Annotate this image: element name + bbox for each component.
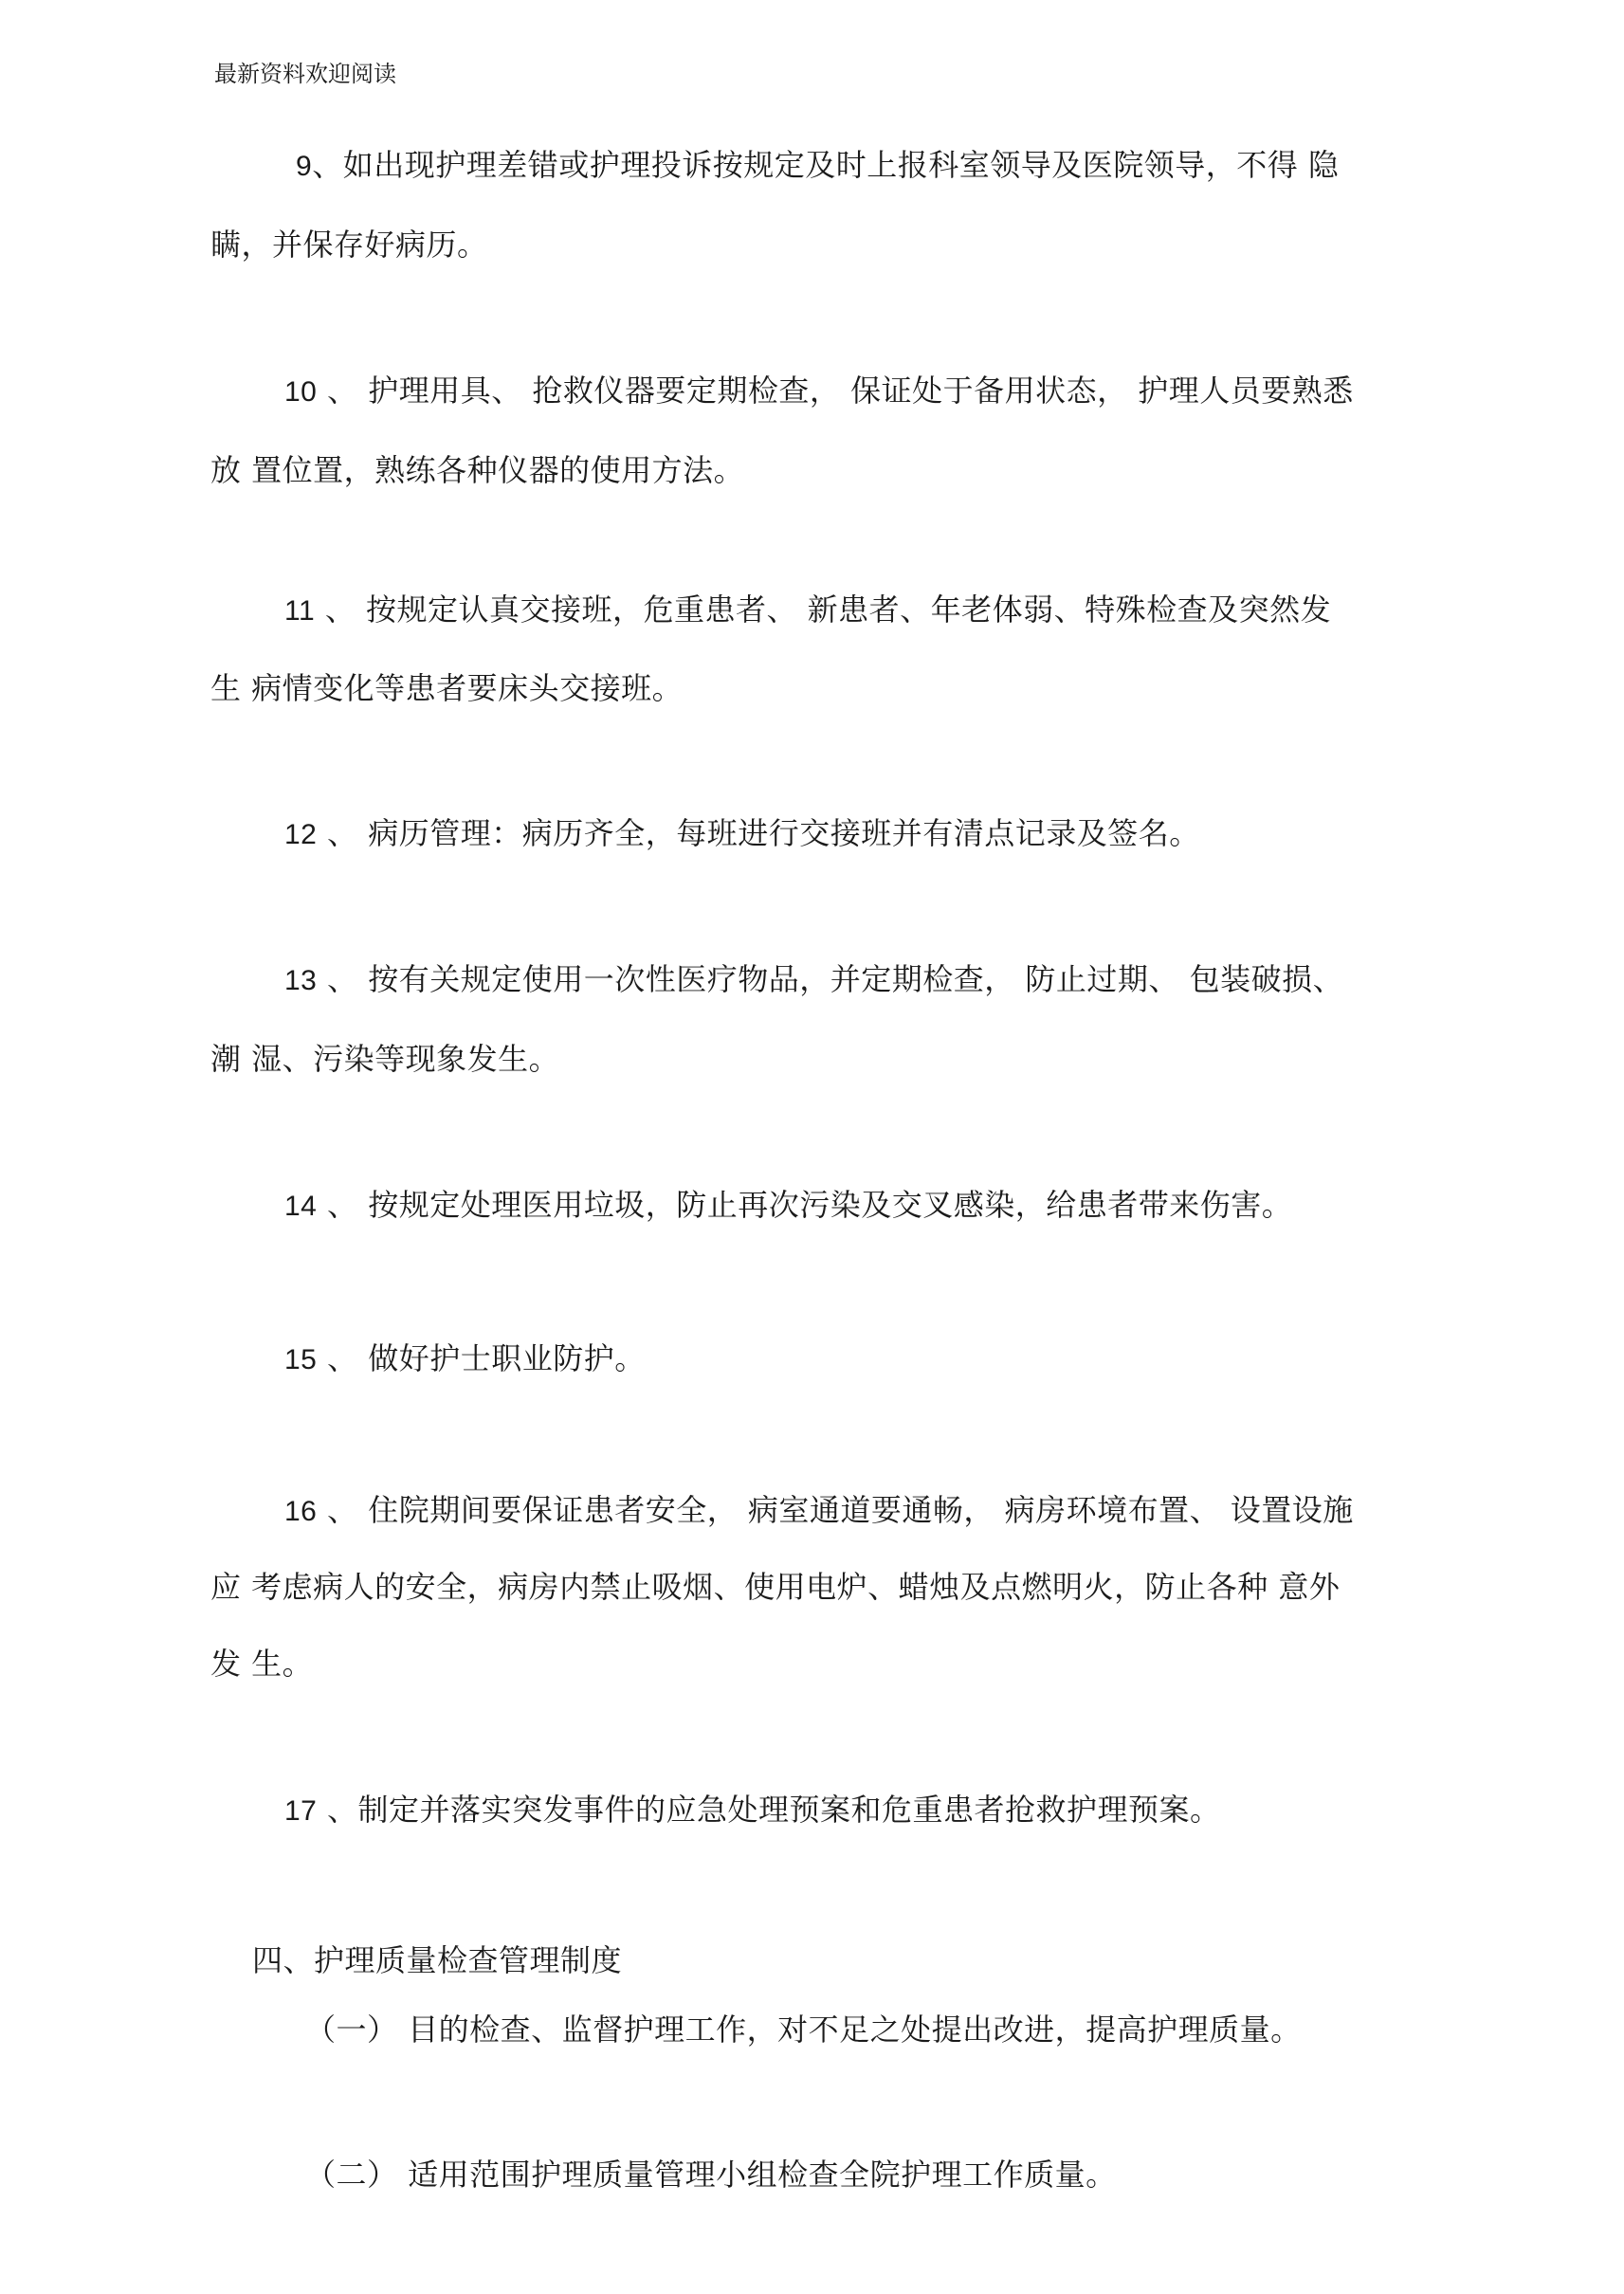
item-9-line-1 bbox=[296, 144, 1339, 188]
item-10-line-2: 放 置位置，熟练各种仪器的使用方法。 bbox=[210, 452, 745, 488]
item-number: 15 bbox=[284, 1344, 318, 1375]
item-text: 、制定并落实突发事件的应急处理预案和危重患者抢救护理预案。 bbox=[317, 1792, 1221, 1828]
item-11-line-2: 生 病情变化等患者要床头交接班。 bbox=[210, 670, 684, 706]
item-number: 17 bbox=[284, 1795, 318, 1827]
item-text: 、 住院期间要保证患者安全， 病室通道要通畅， 病房环境布置、 设置设施 bbox=[317, 1492, 1354, 1528]
item-number: 16 bbox=[284, 1496, 318, 1527]
item-12-line-1 bbox=[284, 812, 1200, 856]
item-number: 9 bbox=[296, 151, 313, 182]
item-text: 、 病历管理：病历齐全，每班进行交接班并有清点记录及签名。 bbox=[317, 815, 1200, 851]
section-sub-item-2: （二） 适用范围护理质量管理小组检查全院护理工作质量。 bbox=[305, 2157, 1117, 2193]
item-11-line-1 bbox=[284, 589, 1331, 632]
item-13-line-1 bbox=[284, 958, 1343, 1002]
item-number: 12 bbox=[284, 819, 318, 850]
item-number: 11 bbox=[284, 595, 316, 627]
item-text: 、 按有关规定使用一次性医疗物品，并定期检查， 防止过期、 包装破损、 bbox=[317, 961, 1344, 997]
item-9-line-2: 瞒，并保存好病历。 bbox=[210, 227, 488, 263]
item-number: 13 bbox=[284, 965, 318, 996]
item-number: 14 bbox=[284, 1191, 318, 1222]
item-16-line-2: 应 考虑病人的安全，病房内禁止吸烟、使用电炉、蜡烛及点燃明火，防止各种 意外 bbox=[210, 1569, 1341, 1605]
item-16-line-3: 发 生。 bbox=[210, 1646, 314, 1682]
page-header: 最新资料欢迎阅读 bbox=[214, 61, 396, 87]
item-text: 、 按规定认真交接班，危重患者、 新患者、年老体弱、特殊检查及突然发 bbox=[315, 592, 1332, 628]
item-number: 10 bbox=[284, 376, 318, 408]
item-14-line-1 bbox=[284, 1184, 1292, 1228]
section-sub-item-1: （一） 目的检查、监督护理工作，对不足之处提出改进，提高护理质量。 bbox=[305, 2012, 1302, 2048]
item-text: 、 护理用具、 抢救仪器要定期检查， 保证处于备用状态， 护理人员要熟悉 bbox=[317, 373, 1354, 409]
item-15-line-1 bbox=[284, 1338, 646, 1381]
item-16-line-1 bbox=[284, 1489, 1354, 1533]
item-text: 、 做好护士职业防护。 bbox=[317, 1340, 646, 1376]
item-10-line-1 bbox=[284, 370, 1354, 413]
section-title: 四、护理质量检查管理制度 bbox=[252, 1942, 623, 1978]
item-text: 、如出现护理差错或护理投诉按规定及时上报科室领导及医院领导，不得 隐 bbox=[312, 147, 1340, 183]
item-17-line-1 bbox=[284, 1789, 1221, 1832]
item-text: 、 按规定处理医用垃圾，防止再次污染及交叉感染，给患者带来伤害。 bbox=[317, 1187, 1293, 1223]
item-13-line-2: 潮 湿、污染等现象发生。 bbox=[210, 1041, 560, 1077]
